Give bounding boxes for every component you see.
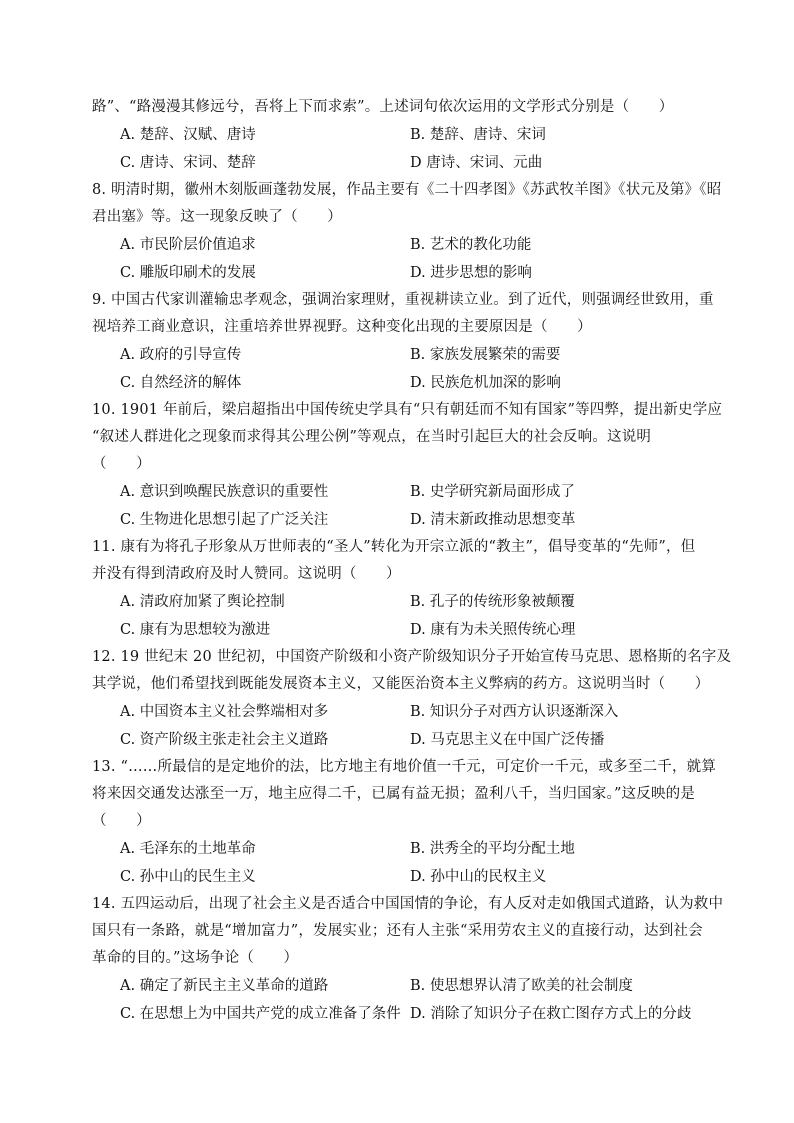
option-a: A. 确定了新民主主义革命的道路 xyxy=(120,978,329,994)
option-d: D. 马克思主义在中国广泛传播 xyxy=(410,732,605,748)
option-row xyxy=(92,506,708,534)
question-item xyxy=(92,94,708,177)
question-text-line: 革命的目的。”这场争论（ ） xyxy=(92,950,299,966)
option-row xyxy=(92,835,708,863)
option-d: D. 进步思想的影响 xyxy=(410,265,532,281)
option-row xyxy=(92,863,708,891)
option-a: A. 中国资本主义社会弊端相对多 xyxy=(120,704,329,720)
question-text-line: 并没有得到清政府及时人赞同。这说明（ ） xyxy=(92,566,401,582)
question-text-line: 国只有一条路，就是“增加富力”，发展实业；还有人主张“采用劳农主义的直接行动，达到社会 xyxy=(92,923,703,939)
option-c: C. 雕版印刷术的发展 xyxy=(120,265,256,281)
option-row xyxy=(92,616,708,644)
option-c: C. 孙中山的民生主义 xyxy=(120,869,256,885)
question-text-line: 9. 中国古代家训灌输忠孝观念，强调治家理财，重视耕读立业。到了近代，则强调经世致用，重 xyxy=(92,292,714,308)
option-row xyxy=(92,478,708,506)
option-c: C. 唐诗、宋词、楚辞 xyxy=(120,155,256,171)
question-text-line: 路”、“路漫漫其修远兮，吾将上下而求索”。上述词句依次运用的文学形式分别是（ ） xyxy=(92,99,674,115)
question-text-line: 其学说，他们希望找到既能发展资本主义，又能医治资本主义弊病的药方。这说明当时（ ） xyxy=(92,676,710,692)
question-text-line: （ ） xyxy=(92,813,151,829)
option-b: B. 艺术的教化功能 xyxy=(410,237,532,253)
option-d: D. 清末新政推动思想变革 xyxy=(410,512,576,528)
option-row xyxy=(92,972,708,1000)
question-text-line: 13. “……所最信的是定地价的法，比方地主有地价值一千元，可定价一千元，或多至二千，就算 xyxy=(92,759,717,775)
question-text-line: 将来因交通发达涨至一万，地主应得二千，已属有益无损；盈利八千，当归国家。”这反映的是 xyxy=(92,786,696,802)
question-list xyxy=(92,94,732,1028)
question-text-line: （ ） xyxy=(92,456,151,472)
question-item xyxy=(92,397,723,534)
option-b: B. 洪秀全的平均分配土地 xyxy=(410,841,575,857)
option-row xyxy=(92,698,708,726)
option-row xyxy=(92,726,708,754)
option-row xyxy=(92,588,708,616)
option-row xyxy=(92,231,708,259)
option-c: C. 康有为思想较为激进 xyxy=(120,622,271,638)
option-b: B. 楚辞、唐诗、宋词 xyxy=(410,127,546,143)
option-d: D. 消除了知识分子在救亡图存方式上的分歧 xyxy=(410,1006,692,1022)
option-c: C. 自然经济的解体 xyxy=(120,375,242,391)
option-c: C. 生物进化思想引起了广泛关注 xyxy=(120,512,329,528)
question-text-line: 11. 康有为将孔子形象从万世师表的“圣人”转化为开宗立派的“教主”，倡导变革的“先师”，但 xyxy=(92,539,696,555)
option-row xyxy=(92,259,708,287)
question-item xyxy=(92,534,708,644)
option-b: B. 家族发展繁荣的需要 xyxy=(410,347,561,363)
option-b: B. 使思想界认清了欧美的社会制度 xyxy=(410,978,633,994)
option-row xyxy=(92,149,708,177)
option-row xyxy=(92,341,708,369)
option-row xyxy=(92,369,708,397)
question-item xyxy=(92,644,732,754)
question-text-line: 14. 五四运动后，出现了社会主义是否适合中国国情的争论，有人反对走如俄国式道路，认为救中 xyxy=(92,896,724,912)
question-text-line: 君出塞》等。这一现象反映了（ ） xyxy=(92,209,342,225)
option-a: A. 意识到唤醒民族意识的重要性 xyxy=(120,484,329,500)
question-text-line: 12. 19 世纪末 20 世纪初，中国资产阶级和小资产阶级知识分子开始宣传马克思、恩格斯的名字及 xyxy=(92,649,732,665)
option-b: B. 知识分子对西方认识逐渐深入 xyxy=(410,704,619,720)
option-d: D. 康有为未关照传统心理 xyxy=(410,622,576,638)
option-a: A. 政府的引导宣传 xyxy=(120,347,242,363)
question-text-line: 视培养工商业意识，注重培养世界视野。这种变化出现的主要原因是（ ） xyxy=(92,319,592,335)
option-d: D. 孙中山的民权主义 xyxy=(410,869,547,885)
option-b: B. 孔子的传统形象被颠覆 xyxy=(410,594,575,610)
option-a: A. 市民阶层价值追求 xyxy=(120,237,256,253)
question-item xyxy=(92,177,722,287)
option-row xyxy=(92,121,708,149)
option-a: A. 毛泽东的土地革命 xyxy=(120,841,256,857)
option-d: D. 民族危机加深的影响 xyxy=(410,375,561,391)
question-item xyxy=(92,891,724,1028)
option-a: A. 楚辞、汉赋、唐诗 xyxy=(120,127,256,143)
question-item xyxy=(92,287,714,397)
option-row xyxy=(92,1000,708,1028)
option-a: A. 清政府加紧了舆论控制 xyxy=(120,594,285,610)
question-text-line: 10. 1901 年前后，梁启超指出中国传统史学具有“只有朝廷而不知有国家”等四弊，提出新史学应 xyxy=(92,402,723,418)
option-d: D 唐诗、宋词、元曲 xyxy=(410,155,543,171)
option-c: C. 在思想上为中国共产党的成立准备了条件 xyxy=(120,1006,401,1022)
option-c: C. 资产阶级主张走社会主义道路 xyxy=(120,732,329,748)
option-b: B. 史学研究新局面形成了 xyxy=(410,484,575,500)
question-text-line: 8. 明清时期，徽州木刻版画蓬勃发展，作品主要有《二十四孝图》《苏武牧羊图》《状元及第》《昭 xyxy=(92,182,722,198)
question-item xyxy=(92,754,717,891)
question-text-line: “叙述人群进化之现象而求得其公理公例”等观点，在当时引起巨大的社会反响。这说明 xyxy=(92,429,652,445)
